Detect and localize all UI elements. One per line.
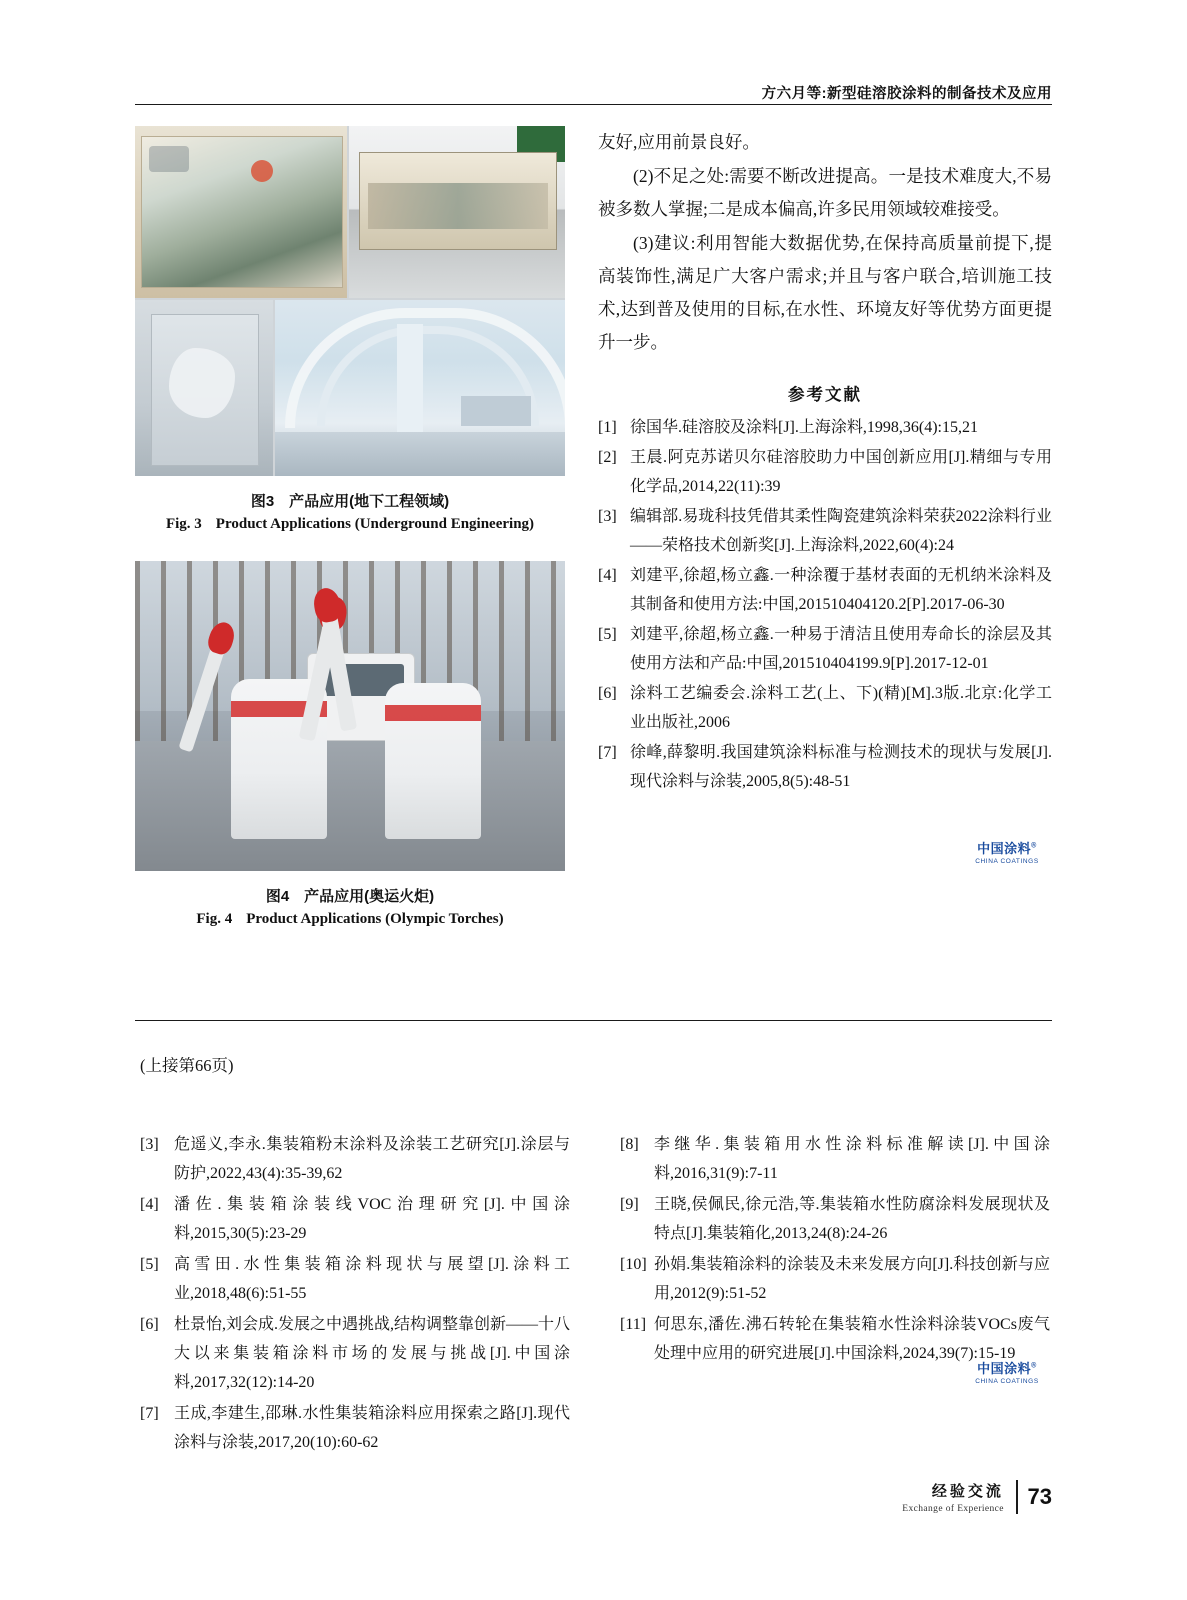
- running-head: 方六月等:新型硅溶胶涂料的制备技术及应用: [761, 86, 1052, 102]
- reference-text: 李继华.集装箱用水性涂料标准解读[J].中国涂料,2016,31(9):7-11: [654, 1136, 1050, 1182]
- reference-text: 徐峰,薛黎明.我国建筑涂料标准与检测技术的现状与发展[J].现代涂料与涂装,2005,8(5):48-51: [630, 744, 1052, 790]
- logo-trademark: ®: [1031, 1362, 1037, 1370]
- logo-text-en: CHINA COATINGS: [975, 858, 1039, 865]
- figure-4-caption-cn: 图4 产品应用(奥运火炬): [265, 888, 435, 905]
- continued-right-column: [620, 1130, 1050, 1370]
- reference-number: [1]: [598, 419, 617, 436]
- logo-text-cn: 中国涂料®: [977, 1361, 1037, 1376]
- reference-text: 潘佐.集装箱涂装线VOC治理研究[J].中国涂料,2015,30(5):23-29: [174, 1196, 570, 1242]
- reference-item: [598, 679, 1052, 737]
- reference-item: [598, 413, 1052, 442]
- page-footer: [902, 1480, 1052, 1514]
- reference-text: 编辑部.易珑科技凭借其柔性陶瓷建筑涂料荣获2022涂料行业——荣格技术创新奖[J].上海涂料,2022,60(4):24: [630, 508, 1052, 554]
- reference-number: [9]: [620, 1196, 639, 1213]
- references-heading: 参考文献: [788, 386, 862, 404]
- reference-item: [598, 738, 1052, 796]
- reference-text: 王晓,侯佩民,徐元浩,等.集装箱水性防腐涂料发展现状及特点[J].集装箱化,2013,24(8):24-26: [654, 1196, 1050, 1242]
- reference-text: 孙娟.集装箱涂料的涂装及未来发展方向[J].科技创新与应用,2012(9):51-52: [654, 1256, 1050, 1302]
- figure-3-caption-en-text: Product Applications (Underground Engineering): [215, 516, 535, 532]
- continued-left-column: [140, 1130, 570, 1459]
- figure-4-image: [135, 561, 565, 871]
- reference-text: 徐国华.硅溶胶及涂料[J].上海涂料,1998,36(4):15,21: [630, 419, 978, 436]
- reference-text: 王成,李建生,邵琳.水性集装箱涂料应用探索之路[J].现代涂料与涂装,2017,20(10):60-62: [174, 1405, 570, 1451]
- right-column: [598, 126, 1052, 797]
- reference-item: [140, 1310, 570, 1397]
- footer-divider: [1016, 1480, 1018, 1514]
- figure-3-image: [135, 126, 565, 476]
- reference-item: [598, 620, 1052, 678]
- reference-item: [598, 561, 1052, 619]
- figure3-panel-painting: [135, 126, 347, 298]
- reference-text: 杜景怡,刘会成.发展之中遇挑战,结构调整靠创新——十八大以来集装箱涂料市场的发展与挑战[J].中国涂料,2017,32(12):14-20: [174, 1316, 571, 1391]
- footer-section: [902, 1480, 1004, 1514]
- reference-number: [3]: [598, 508, 617, 525]
- footer-section-cn: 经验交流: [931, 1483, 1004, 1500]
- reference-number: [5]: [598, 626, 617, 643]
- reference-number: [7]: [140, 1405, 159, 1422]
- body-paragraph: (3)建议:利用智能大数据优势,在保持高质量前提下,提高装饰性,满足广大客户需求;并且与客户联合,培训施工技术,达到普及使用的目标,在水性、环境友好等优势方面更提升一步。: [598, 233, 1052, 352]
- reference-number: [3]: [140, 1136, 159, 1153]
- reference-text: 涂料工艺编委会.涂料工艺(上、下)(精)[M].3版.北京:化学工业出版社,2006: [630, 685, 1052, 731]
- reference-item: [620, 1190, 1050, 1248]
- figure-4-label: Fig. 4: [196, 911, 233, 927]
- reference-item: [620, 1130, 1050, 1188]
- reference-text: 何思东,潘佐.沸石转轮在集装箱水性涂料涂装VOCs废气处理中应用的研究进展[J].中国涂料,2024,39(7):15-19: [654, 1316, 1050, 1362]
- figure-3-caption-en: [135, 516, 565, 533]
- reference-item: [140, 1190, 570, 1248]
- reference-number: [11]: [620, 1316, 647, 1333]
- reference-number: [10]: [620, 1256, 647, 1273]
- figure3-panel-wallmotif: [135, 300, 273, 476]
- continued-note: (上接第66页): [140, 1056, 234, 1075]
- reference-text: 刘建平,徐超,杨立鑫.一种易于清洁且使用寿命长的涂层及其使用方法和产品:中国,201510404199.9[P].2017-12-01: [630, 626, 1052, 672]
- reference-text: 刘建平,徐超,杨立鑫.一种涂覆于基材表面的无机纳米涂料及其制备和使用方法:中国,201510404120.2[P].2017-06-30: [630, 567, 1052, 613]
- reference-item: [140, 1399, 570, 1457]
- reference-item: [598, 502, 1052, 560]
- figure-3-caption-cn: 图3 产品应用(地下工程领域): [250, 493, 450, 510]
- reference-number: [8]: [620, 1136, 639, 1153]
- reference-item: [620, 1250, 1050, 1308]
- section-divider: [135, 1020, 1052, 1021]
- header-divider: [135, 104, 1052, 105]
- reference-number: [6]: [140, 1316, 159, 1333]
- figure-4-caption-en-text: Product Applications (Olympic Torches): [246, 911, 504, 927]
- reference-number: [5]: [140, 1256, 159, 1273]
- reference-item: [598, 443, 1052, 501]
- figure3-panel-station: [275, 300, 565, 476]
- left-column: [135, 126, 565, 928]
- china-coatings-logo: [968, 838, 1046, 865]
- china-coatings-logo: [968, 1358, 1046, 1385]
- reference-text: 王晨.阿克苏诺贝尔硅溶胶助力中国创新应用[J].精细与专用化学品,2014,22(11):39: [630, 449, 1052, 495]
- logo-text-cn: 中国涂料®: [977, 841, 1037, 856]
- reference-number: [2]: [598, 449, 617, 466]
- logo-text-en: CHINA COATINGS: [975, 1378, 1039, 1385]
- reference-text: 高雪田.水性集装箱涂料现状与展望[J].涂料工业,2018,48(6):51-55: [174, 1256, 570, 1302]
- figure-3-label: Fig. 3: [165, 516, 202, 532]
- body-paragraph: (2)不足之处:需要不断改进提高。一是技术难度大,不易被多数人掌握;二是成本偏高,许多民用领域较难接受。: [598, 166, 1052, 219]
- reference-number: [6]: [598, 685, 617, 702]
- body-paragraph: 友好,应用前景良好。: [598, 132, 760, 152]
- footer-section-en: Exchange of Experience: [902, 1504, 1004, 1514]
- reference-number: [7]: [598, 744, 617, 761]
- reference-text: 危遥义,李永.集装箱粉末涂料及涂装工艺研究[J].涂层与防护,2022,43(4):35-39,62: [174, 1136, 570, 1182]
- reference-item: [140, 1250, 570, 1308]
- page-number: 73: [1027, 1484, 1052, 1509]
- figure3-panel-mural: [349, 126, 565, 298]
- reference-number: [4]: [140, 1196, 159, 1213]
- reference-number: [4]: [598, 567, 617, 584]
- reference-item: [140, 1130, 570, 1188]
- logo-trademark: ®: [1031, 842, 1037, 850]
- figure-4-caption-en: [135, 911, 565, 928]
